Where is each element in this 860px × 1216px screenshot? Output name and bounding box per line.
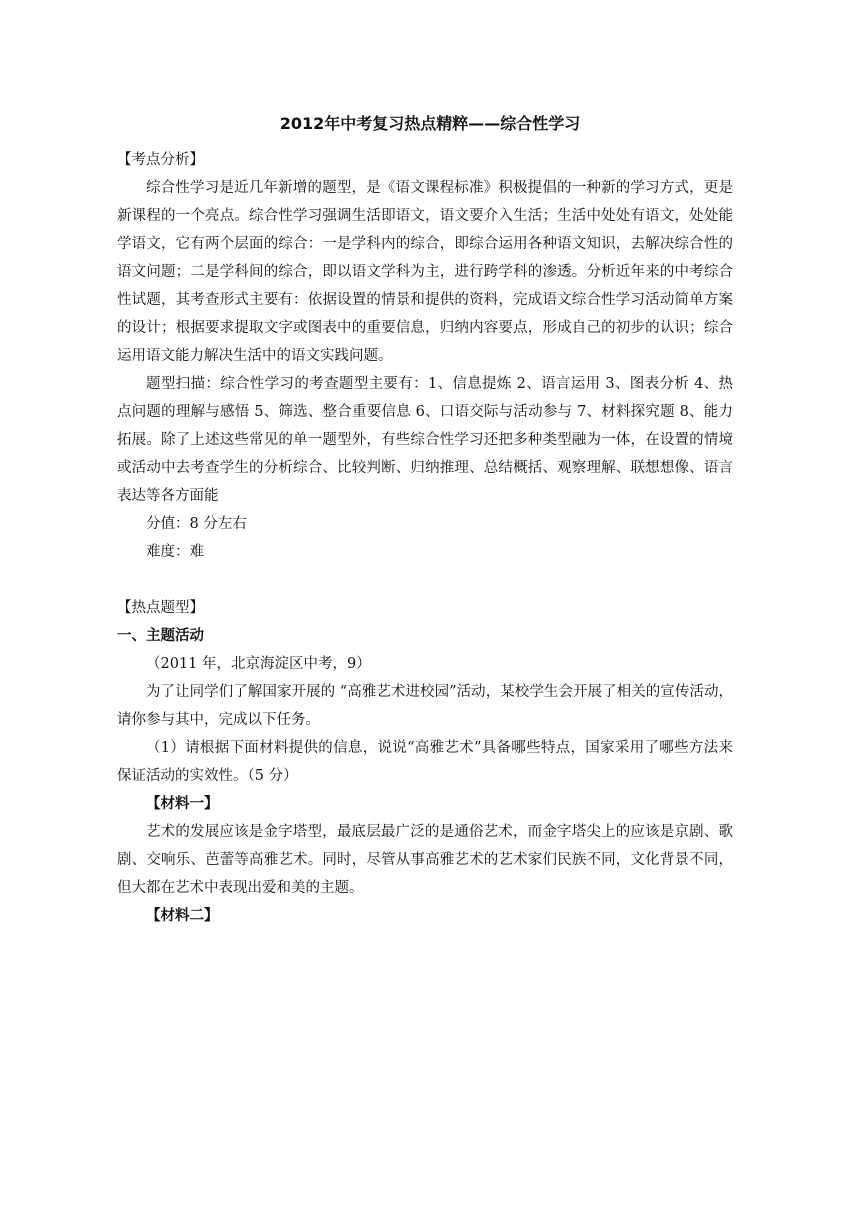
material-2-label: 【材料二】 (146, 908, 219, 924)
section-heading-analysis: 【考点分析】 (117, 152, 204, 168)
paragraph-score: 分值：8 分左右 (146, 516, 247, 532)
paragraph-difficulty: 难度：难 (146, 544, 204, 560)
question-task-1: （1）请根据下面材料提供的信息，说说“高雅艺术”具备哪些特点，国家采用了哪些方法来保证活动的实效性。（5 分） (117, 740, 733, 784)
question-intro: 为了让同学们了解国家开展的 “高雅艺术进校园”活动，某校学生会开展了相关的宣传活动，请你参与其中，完成以下任务。 (117, 684, 733, 728)
paragraph-overview: 综合性学习是近几年新增的题型，是《语文课程标准》积极提倡的一种新的学习方式，更是新课程的一个亮点。综合性学习强调生活即语文，语文要介入生活；生活中处处有语文，处处能学语文，它有两个层面的综合：一是学科内的综合，即综合运用各种语文知识，去解决综合性的语文问题；二是学科间的综合，即以语文学科为主，进行跨学科的渗透。分析近年来的中考综合性试题，其考查形式主要有：依据设置的情景和提供的资料，完成语文综合性学习活动简单方案的设计；根据要求提取文字或图表中的重要信息，归纳内容要点，形成自己的初步的认识；综合运用语文能力解决生活中的语文实践问题。 (117, 180, 733, 364)
document-body (117, 146, 733, 930)
document-title: 2012年中考复习热点精粹——综合性学习 (279, 114, 581, 133)
material-1-label: 【材料一】 (146, 796, 219, 812)
material-1-text: 艺术的发展应该是金字塔型，最底层最广泛的是通俗艺术，而金字塔尖上的应该是京剧、歌剧、交响乐、芭蕾等高雅艺术。同时，尽管从事高雅艺术的艺术家们民族不同，文化背景不同，但大都在艺术中表现出爱和美的主题。 (117, 824, 733, 896)
spacer (117, 566, 733, 594)
question-source: （2011 年，北京海淀区中考，9） (146, 656, 371, 672)
paragraph-question-types: 题型扫描：综合性学习的考查题型主要有：1、信息提炼 2、语言运用 3、图表分析 4、热点问题的理解与感悟 5、筛选、整合重要信息 6、口语交际与活动参与 7、材料探究题 8、能力拓展。除了上述这些常见的单一题型外，有些综合性学习还把多种类型融为一体，在设置的情境或活动中去考查学生的分析综合、比较判断、归纳推理、总结概括、观察理解、联想想像、语言表达等各方面能 (117, 376, 733, 504)
section-heading-hot-topics: 【热点题型】 (117, 600, 204, 616)
subheading-theme-activity: 一、主题活动 (117, 628, 204, 644)
